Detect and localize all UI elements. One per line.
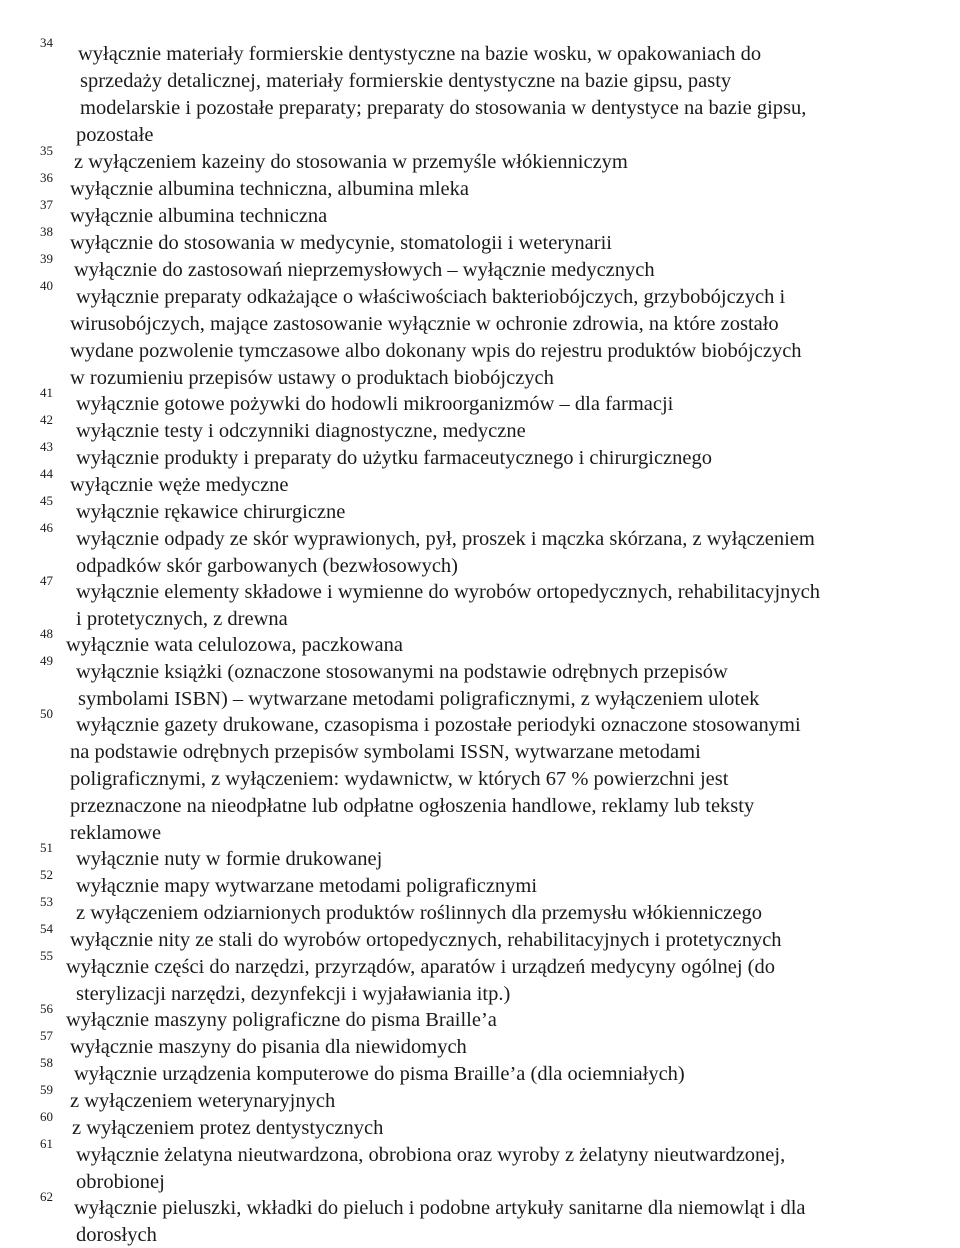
footnote-text-line: wyłącznie testy i odczynniki diagnostyczne, medyczne (76, 420, 526, 442)
footnote-text-line: z wyłączeniem kazeiny do stosowania w przemyśle włókienniczym (74, 151, 628, 173)
footnote-number: 37 (40, 197, 53, 212)
footnote-text-line: wyłącznie preparaty odkażające o właściwościach bakteriobójczych, grzybobójczych i (76, 286, 786, 308)
footnote-number: 48 (40, 626, 53, 641)
footnote-text-line: wyłącznie maszyny do pisania dla niewidomych (70, 1036, 467, 1058)
footnote-text-line: wyłącznie produkty i preparaty do użytku farmaceutycznego i chirurgicznego (76, 447, 713, 469)
footnote-text-line: wyłącznie mapy wytwarzane metodami poligraficznymi (76, 875, 538, 897)
footnote-text-line: wyłącznie części do narzędzi, przyrządów, aparatów i urządzeń medycyny ogólnej (do (66, 956, 776, 978)
footnote-text-line: wyłącznie wata celulozowa, paczkowana (66, 634, 403, 656)
footnote-text-line: odpadków skór garbowanych (bezwłosowych) (76, 555, 458, 577)
footnote-number: 43 (40, 439, 53, 454)
footnote-number: 59 (40, 1082, 53, 1097)
footnote-number: 51 (40, 840, 53, 855)
footnote-number: 46 (40, 520, 53, 535)
footnote-text-line: wyłącznie elementy składowe i wymienne do wyrobów ortopedycznych, rehabilitacyjnych (76, 581, 821, 603)
footnote-number: 61 (40, 1136, 53, 1151)
footnote-text-line: wyłącznie odpady ze skór wyprawionych, pył, proszek i mączka skórzana, z wyłączeniem (76, 528, 815, 550)
footnote-text-line: wyłącznie nuty w formie drukowanej (76, 848, 383, 870)
footnote-text-line: przeznaczone na nieodpłatne lub odpłatne ogłoszenia handlowe, reklamy lub teksty (70, 795, 755, 817)
footnote-number: 57 (40, 1028, 53, 1043)
footnote-text-line: na podstawie odrębnych przepisów symbolami ISSN, wytwarzane metodami (70, 741, 701, 763)
footnote-text-line: wyłącznie żelatyna nieutwardzona, obrobiona oraz wyroby z żelatyny nieutwardzonej, (76, 1144, 786, 1166)
footnote-text-line: symbolami ISBN) – wytwarzane metodami poligraficznymi, z wyłączeniem ulotek (78, 688, 760, 710)
footnote-number: 39 (40, 251, 53, 266)
footnote-number: 54 (40, 921, 53, 936)
footnote-text-line: i protetycznych, z drewna (76, 608, 288, 630)
footnote-text-line: wyłącznie rękawice chirurgiczne (76, 501, 346, 523)
footnote-number: 47 (40, 573, 53, 588)
footnote-text-line: obrobionej (76, 1171, 165, 1193)
footnote-text-line: w rozumieniu przepisów ustawy o produktach biobójczych (70, 367, 554, 389)
footnote-number: 34 (40, 35, 53, 50)
footnote-number: 50 (40, 706, 53, 721)
footnote-text-line: dorosłych (76, 1224, 157, 1246)
footnote-number: 60 (40, 1109, 53, 1124)
footnote-text-line: wyłącznie do stosowania w medycynie, stomatologii i weterynarii (70, 232, 612, 254)
footnote-text-line: wyłącznie albumina techniczna (70, 205, 328, 227)
footnote-text-line: wyłącznie nity ze stali do wyrobów ortopedycznych, rehabilitacyjnych i protetycznych (70, 929, 782, 951)
footnote-number: 56 (40, 1001, 53, 1016)
footnote-number: 49 (40, 653, 53, 668)
footnote-text-line: pozostałe (76, 124, 154, 146)
footnote-number: 44 (40, 466, 53, 481)
footnote-number: 55 (40, 948, 53, 963)
footnote-number: 40 (40, 278, 53, 293)
footnote-text-line: poligraficznymi, z wyłączeniem: wydawnictw, w których 67 % powierzchni jest (70, 768, 729, 790)
footnote-text-line: wyłącznie książki (oznaczone stosowanymi na podstawie odrębnych przepisów (76, 661, 728, 683)
footnote-number: 58 (40, 1055, 53, 1070)
footnote-number: 62 (40, 1189, 53, 1204)
footnote-number: 41 (40, 385, 53, 400)
footnote-text-line: wyłącznie urządzenia komputerowe do pisma Braille’a (dla ociemniałych) (74, 1063, 685, 1085)
footnote-text-line: wyłącznie węże medyczne (70, 474, 289, 496)
footnote-number: 52 (40, 867, 53, 882)
footnote-number: 53 (40, 894, 53, 909)
footnote-text-line: wyłącznie maszyny poligraficzne do pisma Braille’a (66, 1009, 497, 1031)
footnote-text-line: modelarskie i pozostałe preparaty; preparaty do stosowania w dentystyce na bazie gipsu, (80, 97, 807, 119)
footnote-text-line: wyłącznie materiały formierskie dentystyczne na bazie wosku, w opakowaniach do (78, 43, 762, 65)
footnote-text-line: wyłącznie albumina techniczna, albumina mleka (70, 178, 470, 200)
footnote-text-line: wyłącznie gazety drukowane, czasopisma i pozostałe periodyki oznaczone stosowanymi (76, 714, 801, 736)
footnote-text-line: wirusobójczych, mające zastosowanie wyłącznie w ochronie zdrowia, na które zostało (70, 313, 779, 335)
footnote-text-line: z wyłączeniem odziarnionych produktów roślinnych dla przemysłu włókienniczego (76, 902, 762, 924)
footnote-number: 38 (40, 224, 53, 239)
footnote-text-line: z wyłączeniem weterynaryjnych (70, 1090, 336, 1112)
footnote-number: 36 (40, 170, 53, 185)
footnote-text-line: wyłącznie pieluszki, wkładki do pieluch i podobne artykuły sanitarne dla niemowląt i dla (74, 1197, 806, 1219)
footnote-text-line: wydane pozwolenie tymczasowe albo dokonany wpis do rejestru produktów biobójczych (70, 340, 802, 362)
footnote-number: 35 (40, 143, 53, 158)
footnote-number: 42 (40, 412, 53, 427)
footnote-text-line: wyłącznie do zastosowań nieprzemysłowych – wyłącznie medycznych (74, 259, 655, 281)
footnote-text-line: z wyłączeniem protez dentystycznych (72, 1117, 384, 1139)
footnote-text-line: wyłącznie gotowe pożywki do hodowli mikroorganizmów – dla farmacji (76, 393, 674, 415)
footnote-text-line: reklamowe (70, 822, 162, 844)
footnote-text-line: sterylizacji narzędzi, dezynfekcji i wyjaławiania itp.) (76, 983, 511, 1005)
footnote-text-line: sprzedaży detalicznej, materiały formierskie dentystyczne na bazie gipsu, pasty (80, 70, 732, 92)
footnote-number: 45 (40, 493, 53, 508)
